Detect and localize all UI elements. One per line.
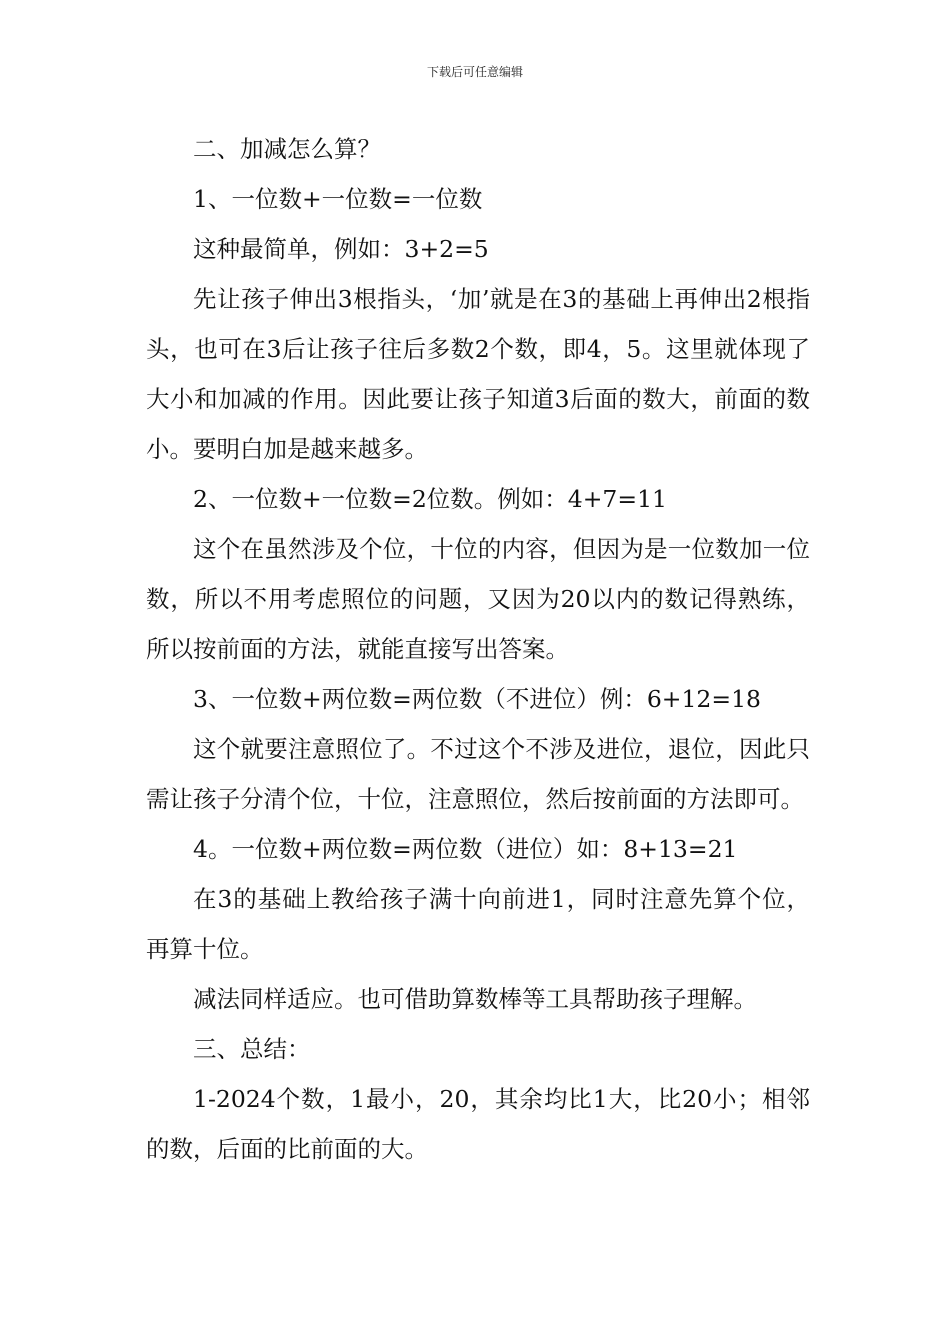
rule-3-heading: 3、一位数+两位数=两位数（不进位）例：6+12=18 bbox=[193, 685, 761, 713]
rule-1-example: 这种最简单，例如：3+2=5 bbox=[193, 235, 489, 263]
summary-text: 1-2024个数，1最小，20，其余均比1大，比20小；相邻的数，后面的比前面的大。 bbox=[146, 1085, 810, 1163]
section-heading-summary: 三、总结： bbox=[193, 1035, 311, 1063]
page-header-note: 下载后可任意编辑 bbox=[426, 65, 523, 79]
document-body bbox=[146, 124, 810, 1174]
rule-1-heading: 1、一位数+一位数=一位数 bbox=[193, 185, 483, 213]
rule-2-heading: 2、一位数+一位数=2位数。例如：4+7=11 bbox=[193, 485, 667, 513]
rule-3-explanation: 这个就要注意照位了。不过这个不涉及进位，退位，因此只需让孩子分清个位，十位，注意照位，然后按前面的方法即可。 bbox=[146, 735, 810, 813]
section-heading-calculation: 二、加减怎么算？ bbox=[193, 135, 381, 163]
subtraction-note: 减法同样适应。也可借助算数棒等工具帮助孩子理解。 bbox=[193, 985, 757, 1013]
rule-4-heading: 4。一位数+两位数=两位数（进位）如：8+13=21 bbox=[193, 835, 738, 863]
rule-4-explanation: 在3的基础上教给孩子满十向前进1，同时注意先算个位，再算十位。 bbox=[146, 885, 810, 963]
rule-1-explanation: 先让孩子伸出3根指头，‘加’就是在3的基础上再伸出2根指头，也可在3后让孩子往后多数2个数，即4，5。这里就体现了大小和加减的作用。因此要让孩子知道3后面的数大，前面的数小。要明白加是越来越多。 bbox=[146, 285, 810, 463]
rule-2-explanation: 这个在虽然涉及个位，十位的内容，但因为是一位数加一位数，所以不用考虑照位的问题，又因为20以内的数记得熟练，所以按前面的方法，就能直接写出答案。 bbox=[146, 535, 810, 663]
